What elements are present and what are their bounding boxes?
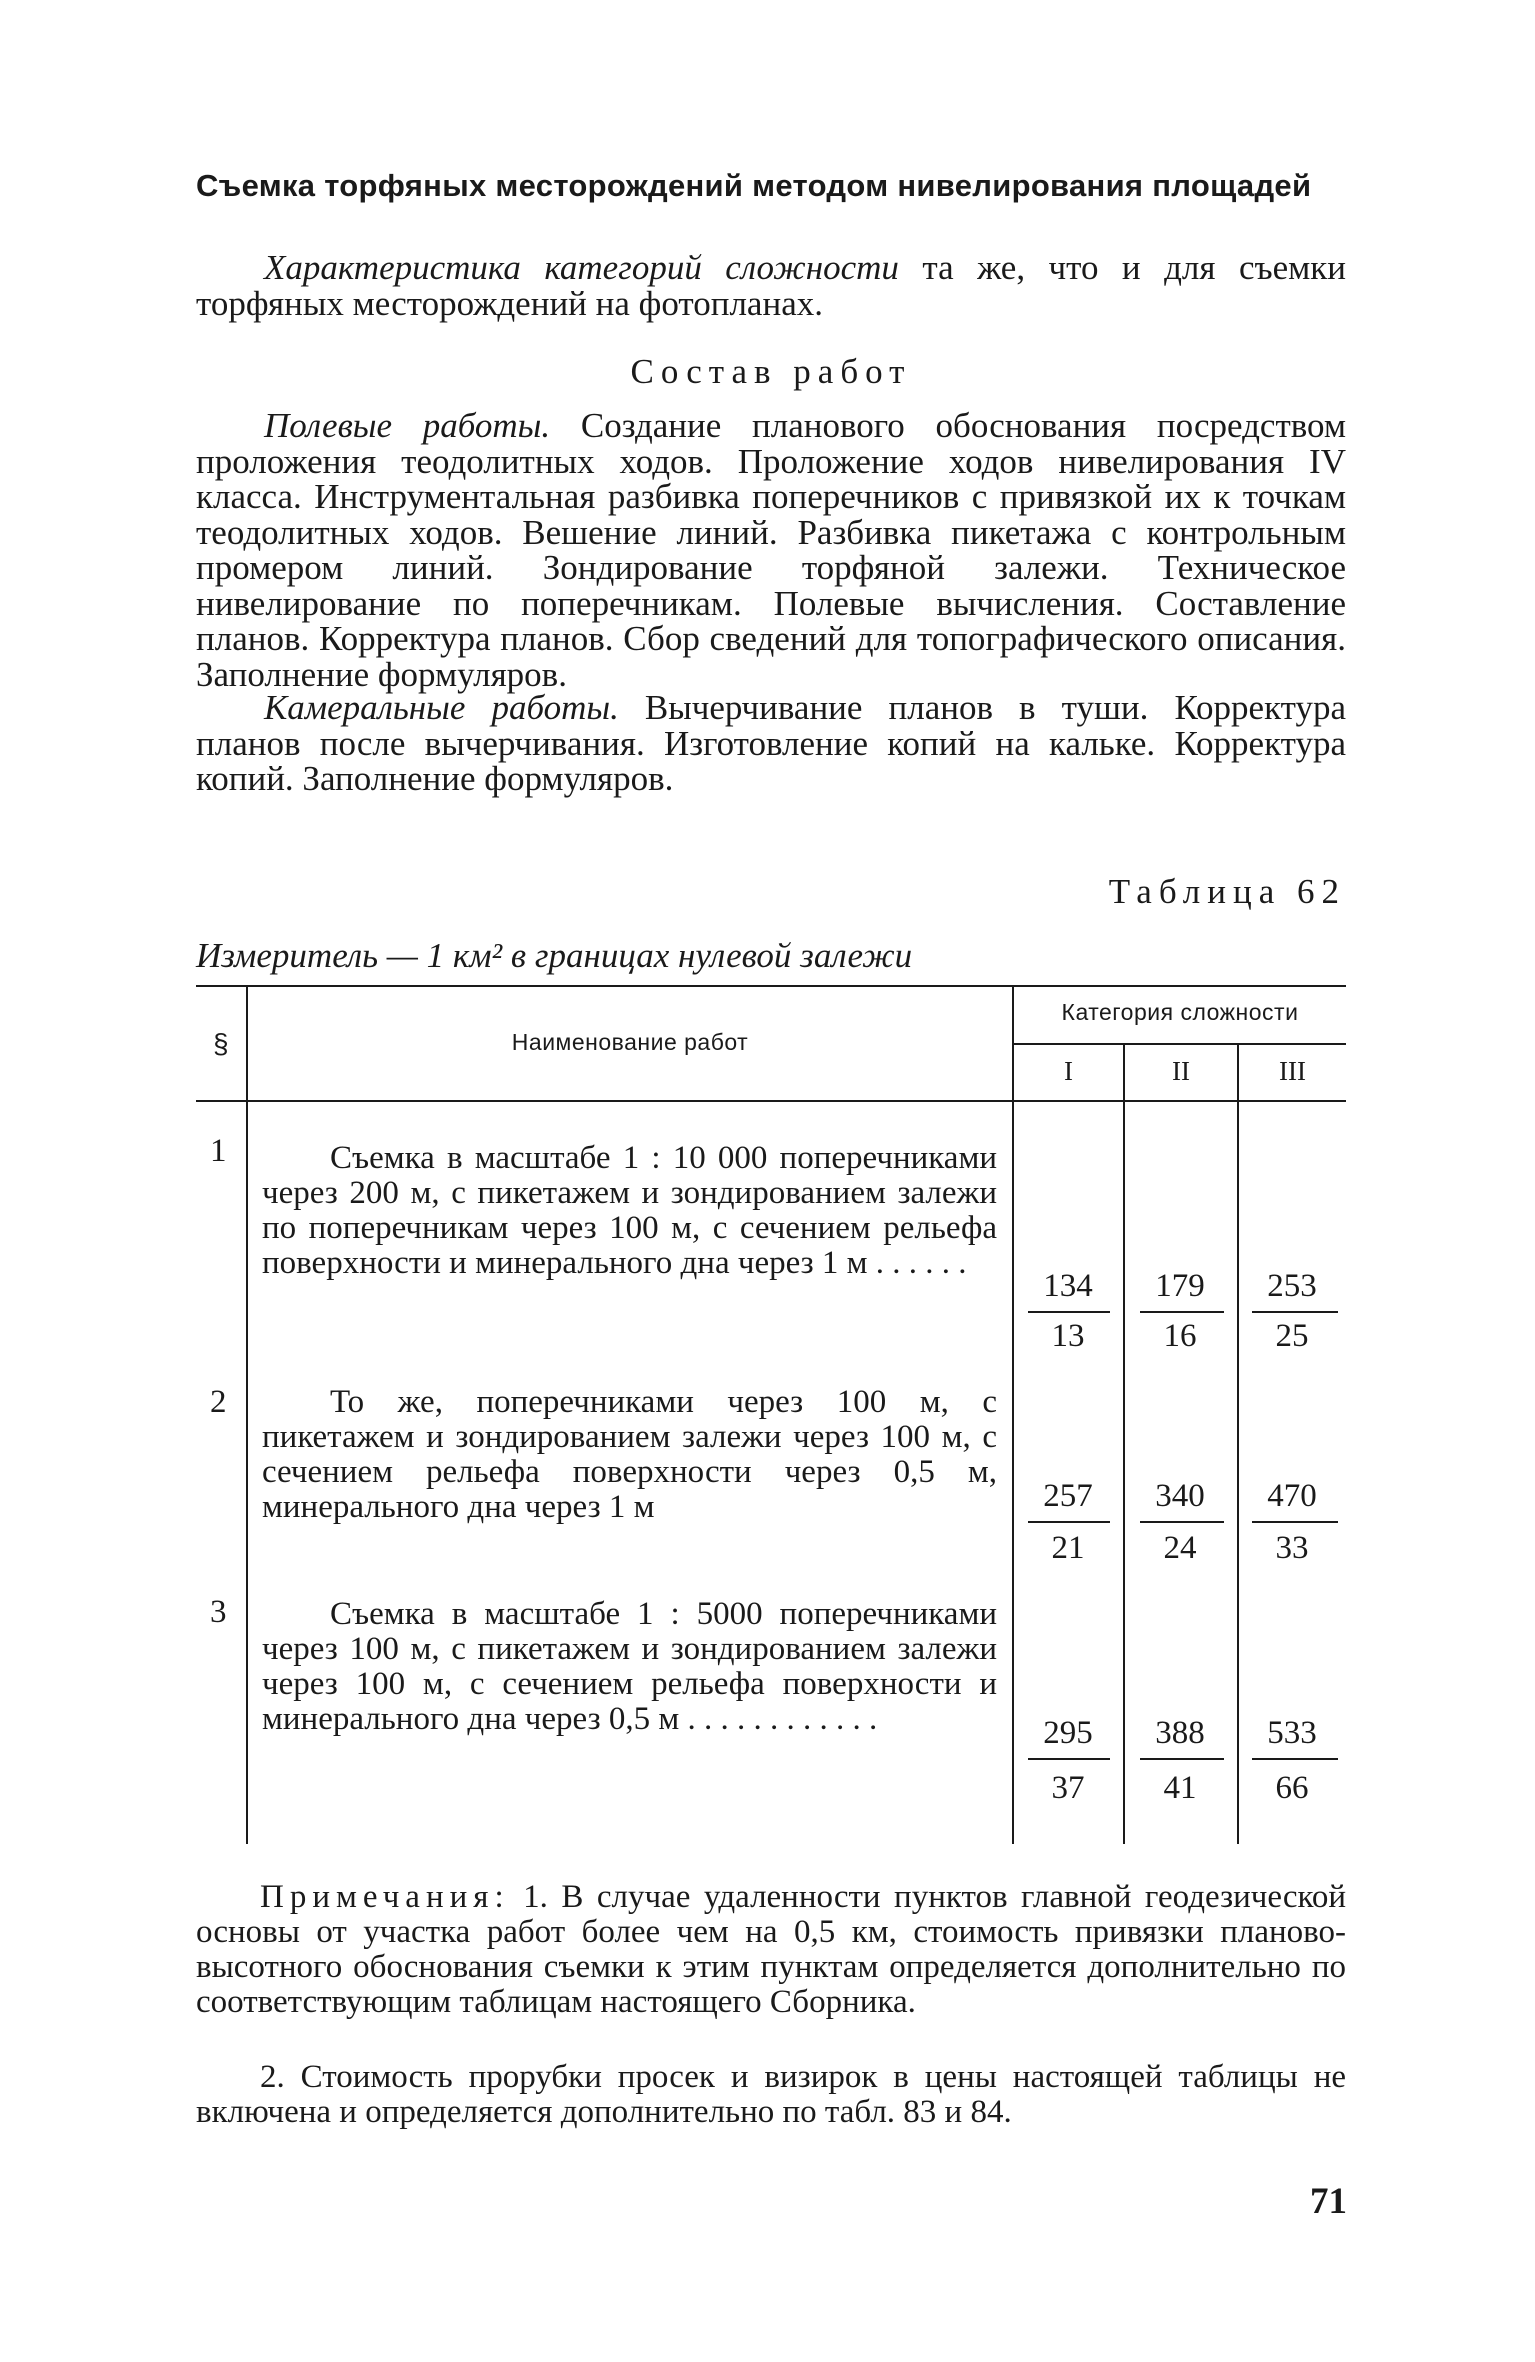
col-divider-2 — [1012, 986, 1014, 1844]
note-2: 2. Стоимость прорубки просек и визирок в цены настоящей таблицы не включена и определяется дополнительно по табл. 83 и 84. — [196, 2059, 1346, 2130]
value-bottom: 37 — [1051, 1770, 1085, 1806]
fraction-line — [1252, 1758, 1338, 1760]
value-bottom: 66 — [1275, 1770, 1309, 1806]
fraction-line — [1140, 1311, 1224, 1313]
table-measure: Измеритель — 1 км² в границах нулевой залежи — [196, 936, 913, 975]
office-works-text: Вычерчивание планов в туши. Корректура планов после вычерчивания. Изготовление копий на кальке. Корректура копий. Заполнение формуляров. — [196, 688, 1346, 798]
field-works-label: Полевые работы. — [264, 406, 551, 445]
row-description: Съемка в масштабе 1 : 10 000 поперечниками через 200 м, с пикетажем и зондированием залежи по поперечникам через 100 м, с сечением рельефа поверхности и минерального дна через 1 м . . . . . . — [262, 1140, 997, 1281]
value-top: 340 — [1155, 1478, 1205, 1514]
col-header-name: Наименование работ — [511, 1029, 749, 1055]
section-heading: Съемка торфяных месторождений методом нивелирования площадей — [196, 168, 1312, 203]
value-bottom: 41 — [1163, 1770, 1197, 1806]
row-number: 1 — [210, 1133, 227, 1169]
notes-label: Примечания: — [260, 1879, 510, 1915]
col-divider-3 — [1123, 1044, 1125, 1844]
office-works-paragraph — [196, 690, 1346, 797]
fraction-line — [1252, 1521, 1338, 1523]
field-works-text: Создание планового обоснования посредством проложения теодолитных ходов. Проложение ходов нивелирования IV класса. Инструментальная разбивка поперечников с привязкой их к точкам теодолитных ходов. Вешение линий. Разбивка пикетажа с контрольным промером линий. Зондирование торфяной залежи. Техническое нивелирование по поперечникам. Полевые вычисления. Составление планов. Корректура планов. Сбор сведений для топографического описания. Заполнение формуляров. — [196, 406, 1347, 694]
table-number: Таблица 62 — [1108, 872, 1346, 911]
row-number: 3 — [210, 1594, 227, 1630]
field-works-paragraph — [196, 408, 1346, 692]
value-top: 470 — [1267, 1478, 1317, 1514]
value-bottom: 25 — [1275, 1318, 1309, 1354]
value-top: 179 — [1155, 1268, 1205, 1304]
section-title: Состав работ — [630, 352, 912, 391]
col-divider-4 — [1237, 1044, 1239, 1844]
value-bottom: 13 — [1051, 1318, 1085, 1354]
value-top: 253 — [1267, 1268, 1317, 1304]
row-description: Съемка в масштабе 1 : 5000 поперечниками через 100 м, с пикетажем и зондированием залежи через 100 м, с сечением рельефа поверхности и минерального дна через 0,5 м . . . . . . . . . . . . — [262, 1596, 997, 1737]
intro-text: та же, что и для съемки торфяных месторождений на фотопланах. — [196, 248, 1346, 323]
value-top: 388 — [1155, 1715, 1205, 1751]
fraction-line — [1028, 1521, 1110, 1523]
row-number: 2 — [210, 1384, 227, 1420]
row-description: То же, поперечниками через 100 м, с пикетажем и зондированием залежи через 100 м, с сечением рельефа поверхности через 0,5 м, минерального дна через 1 м — [262, 1384, 997, 1525]
value-top: 134 — [1043, 1268, 1093, 1304]
fraction-line — [1252, 1311, 1338, 1313]
fraction-line — [1028, 1758, 1110, 1760]
col-header-cat-1: I — [1064, 1056, 1073, 1086]
value-top: 533 — [1267, 1715, 1317, 1751]
value-top: 257 — [1043, 1478, 1093, 1514]
col-header-category: Категория сложности — [1061, 999, 1299, 1025]
intro-italic: Характеристика категорий сложности — [264, 248, 899, 287]
page-number: 71 — [1310, 2181, 1347, 2222]
value-bottom: 21 — [1051, 1530, 1085, 1566]
note-1 — [196, 1880, 1346, 2020]
intro-paragraph — [196, 250, 1346, 321]
value-bottom: 16 — [1163, 1318, 1197, 1354]
col-header-cat-3: III — [1279, 1056, 1306, 1086]
fraction-line — [1140, 1521, 1224, 1523]
value-top: 295 — [1043, 1715, 1093, 1751]
table-top-rule — [196, 985, 1346, 987]
office-works-label: Камеральные работы. — [264, 688, 619, 727]
col-header-paragraph: § — [212, 1028, 230, 1059]
col-header-cat-2: II — [1172, 1056, 1190, 1086]
fraction-line — [1140, 1758, 1224, 1760]
value-bottom: 24 — [1163, 1530, 1197, 1566]
note-1-text: 1. В случае удаленности пунктов главной геодезической основы от участка работ более чем на 0,5 км, стоимость привязки планово-высотного обоснования съемки к этим пунктам определяется дополнительно по соответствующим таблицам настоящего Сборника. — [196, 1879, 1346, 2020]
value-bottom: 33 — [1275, 1530, 1309, 1566]
category-rule — [1012, 1043, 1346, 1045]
table-header-rule — [196, 1100, 1346, 1102]
fraction-line — [1028, 1311, 1110, 1313]
